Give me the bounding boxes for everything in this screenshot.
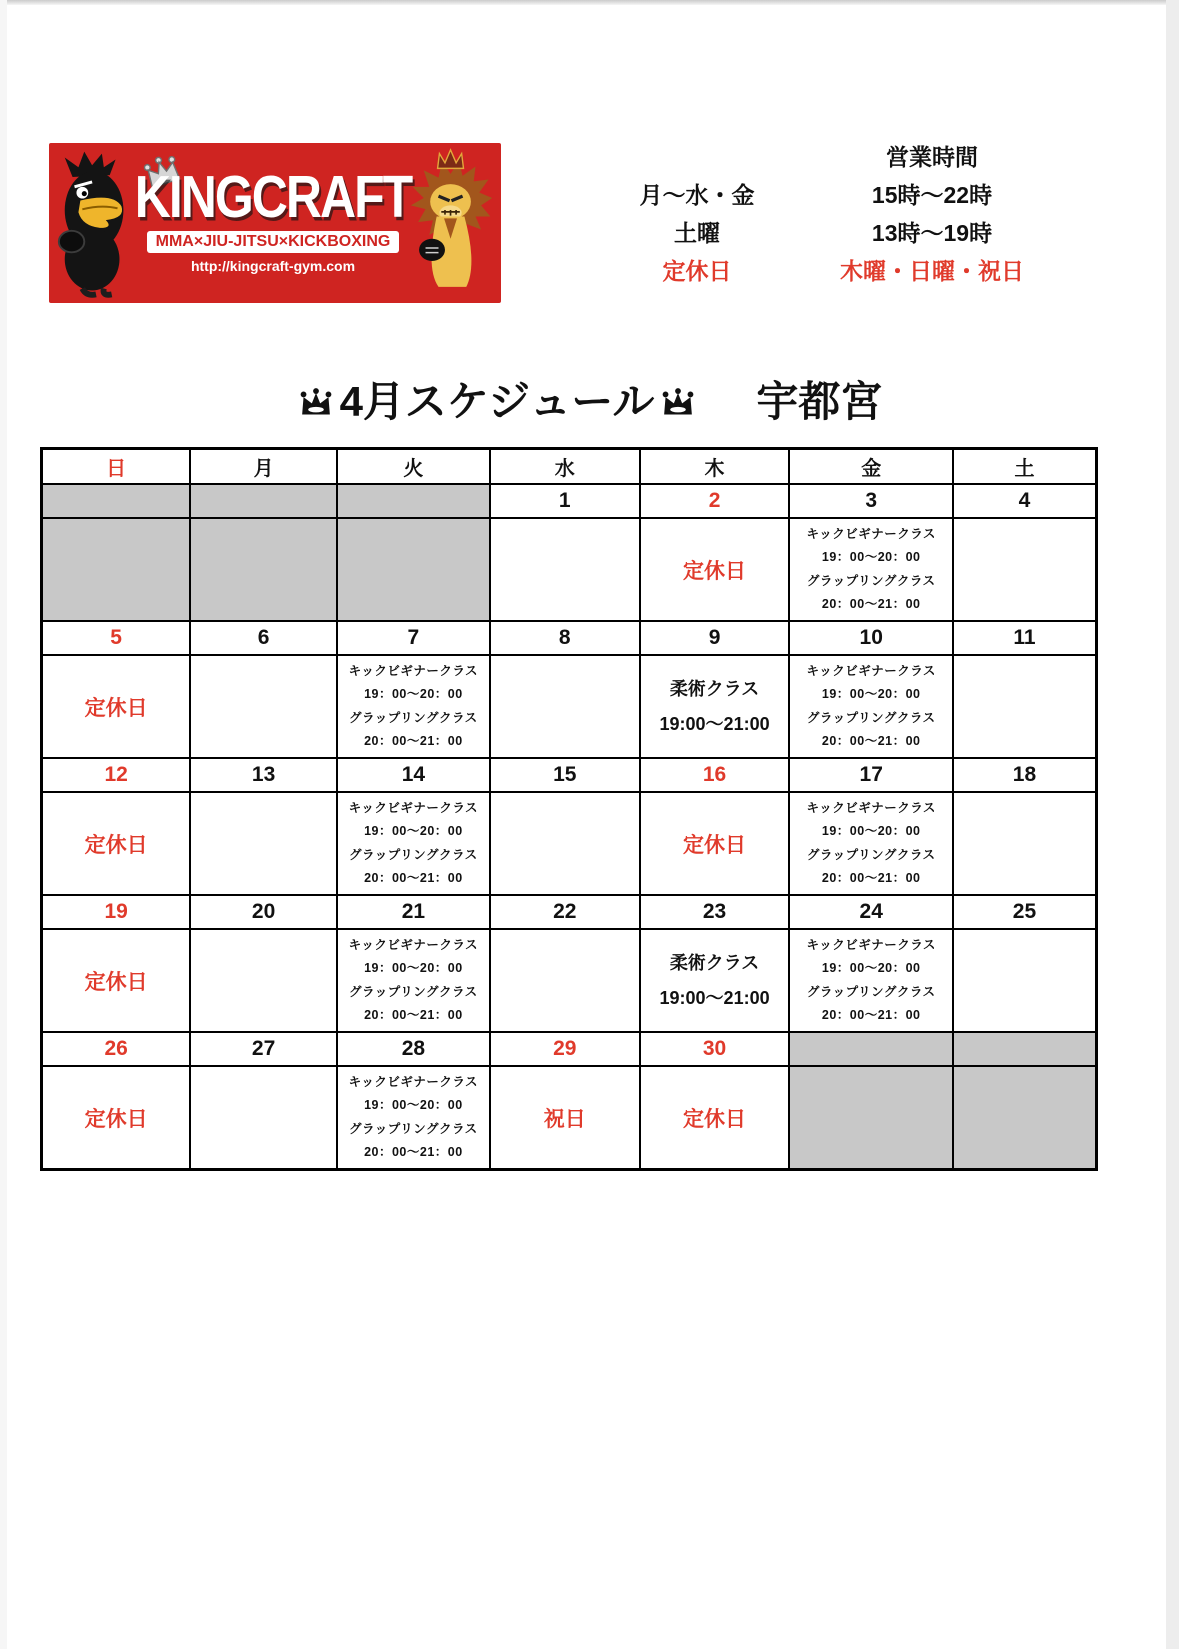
schedule-cell-closed bbox=[640, 518, 790, 621]
class-line: 20：00～21：00 bbox=[821, 870, 921, 885]
date-row-week2 bbox=[42, 621, 1097, 655]
class-line: キックビギナークラス bbox=[806, 801, 936, 816]
logo-url: http://kingcraft-gym.com bbox=[190, 258, 356, 274]
date-cell-3: 3 bbox=[789, 484, 953, 518]
schedule-cell-kick bbox=[337, 929, 490, 1032]
hours-time: 15時～22時 bbox=[871, 181, 993, 208]
schedule-cell-jujutsu bbox=[640, 655, 790, 758]
schedule-cell-empty bbox=[190, 792, 337, 895]
crown-icon bbox=[298, 387, 334, 417]
class-line: グラップリングクラス bbox=[806, 984, 936, 999]
date-cell-18: 18 bbox=[953, 758, 1097, 792]
schedule-cell-gray bbox=[190, 518, 337, 621]
day-header-土: 土 bbox=[953, 449, 1097, 485]
class-line: 柔術クラス bbox=[669, 953, 760, 974]
schedule-cell-empty bbox=[490, 792, 640, 895]
content-row-week3 bbox=[42, 792, 1097, 895]
date-cell-blank bbox=[337, 484, 490, 518]
hours-days: 土曜 bbox=[674, 219, 720, 246]
date-cell-2: 2 bbox=[640, 484, 790, 518]
schedule-cell-kick bbox=[789, 929, 953, 1032]
class-line: 19:00～21:00 bbox=[659, 713, 770, 734]
closed-days-value: 木曜・日曜・祝日 bbox=[840, 257, 1024, 284]
date-cell-29: 29 bbox=[490, 1032, 640, 1066]
date-cell-blank bbox=[953, 1032, 1097, 1066]
date-cell-1: 1 bbox=[490, 484, 640, 518]
day-header-日: 日 bbox=[42, 449, 191, 485]
closed-label: 定休日 bbox=[683, 833, 747, 857]
date-cell-16: 16 bbox=[640, 758, 790, 792]
day-header-水: 水 bbox=[490, 449, 640, 485]
date-row-week4 bbox=[42, 895, 1097, 929]
viewer-edge-left bbox=[0, 0, 7, 1649]
class-line: 20：00～21：00 bbox=[821, 733, 921, 748]
date-cell-22: 22 bbox=[490, 895, 640, 929]
date-cell-13: 13 bbox=[190, 758, 337, 792]
date-cell-24: 24 bbox=[789, 895, 953, 929]
brand-name: KINGCRAFT bbox=[134, 163, 412, 231]
class-line: グラップリングクラス bbox=[806, 573, 936, 588]
class-line: 20：00～21：00 bbox=[364, 733, 463, 748]
schedule-cell-gray bbox=[337, 518, 490, 621]
closed-label: 定休日 bbox=[84, 833, 148, 857]
day-header-金: 金 bbox=[789, 449, 953, 485]
class-line: キックビギナークラス bbox=[806, 664, 936, 679]
closed-label: 定休日 bbox=[683, 1107, 747, 1131]
schedule-cell-gray bbox=[953, 1066, 1097, 1170]
date-cell-blank bbox=[42, 484, 191, 518]
day-header-火: 火 bbox=[337, 449, 490, 485]
schedule-cell-empty bbox=[490, 929, 640, 1032]
class-line: キックビギナークラス bbox=[348, 801, 479, 816]
schedule-cell-empty bbox=[953, 518, 1097, 621]
schedule-cell-empty bbox=[190, 655, 337, 758]
date-cell-19: 19 bbox=[42, 895, 191, 929]
logo-subtitle: MMA×JIU-JITSU×KICKBOXING bbox=[147, 231, 400, 253]
hours-title: 営業時間 bbox=[886, 143, 978, 170]
closed-days-label: 定休日 bbox=[662, 257, 732, 284]
content-row-week2 bbox=[42, 655, 1097, 758]
content-row-week1 bbox=[42, 518, 1097, 621]
date-cell-11: 11 bbox=[953, 621, 1097, 655]
class-line: 19：00～20：00 bbox=[821, 687, 921, 702]
date-row-week5 bbox=[42, 1032, 1097, 1066]
class-line: 20：00～21：00 bbox=[364, 1144, 463, 1159]
schedule-cell-empty bbox=[190, 1066, 337, 1170]
class-line: 19：00～20：00 bbox=[821, 824, 921, 839]
date-cell-5: 5 bbox=[42, 621, 191, 655]
lion-mascot-icon bbox=[405, 148, 497, 298]
class-line: 20：00～21：00 bbox=[821, 1007, 921, 1022]
schedule-cell-closed bbox=[640, 1066, 790, 1170]
date-cell-27: 27 bbox=[190, 1032, 337, 1066]
closed-label: 定休日 bbox=[84, 696, 148, 720]
class-line: 19：00～20：00 bbox=[821, 961, 921, 976]
business-hours bbox=[612, 136, 1082, 288]
schedule-cell-gray bbox=[42, 518, 191, 621]
date-cell-12: 12 bbox=[42, 758, 191, 792]
date-cell-blank bbox=[190, 484, 337, 518]
closed-label: 定休日 bbox=[84, 1107, 148, 1131]
class-line: キックビギナークラス bbox=[348, 664, 479, 679]
date-row-week1 bbox=[42, 484, 1097, 518]
schedule-cell-kick bbox=[789, 655, 953, 758]
date-cell-26: 26 bbox=[42, 1032, 191, 1066]
crown-icon bbox=[660, 387, 696, 417]
date-cell-4: 4 bbox=[953, 484, 1097, 518]
class-line: 19：00～20：00 bbox=[364, 1098, 463, 1113]
class-line: グラップリングクラス bbox=[349, 984, 478, 999]
class-line: グラップリングクラス bbox=[806, 710, 936, 725]
date-row-week3 bbox=[42, 758, 1097, 792]
date-cell-15: 15 bbox=[490, 758, 640, 792]
schedule-cell-empty bbox=[190, 929, 337, 1032]
date-cell-6: 6 bbox=[190, 621, 337, 655]
class-line: グラップリングクラス bbox=[349, 847, 478, 862]
class-line: キックビギナークラス bbox=[806, 938, 936, 953]
schedule-cell-empty bbox=[953, 792, 1097, 895]
schedule-cell-closed bbox=[42, 655, 191, 758]
closed-label: 定休日 bbox=[84, 970, 148, 994]
holiday-label: 祝日 bbox=[543, 1107, 586, 1131]
schedule-cell-kick bbox=[789, 518, 953, 621]
hours-row bbox=[612, 250, 1082, 288]
crow-mascot-icon bbox=[53, 148, 141, 298]
class-line: 19：00～20：00 bbox=[364, 824, 463, 839]
schedule-cell-jujutsu bbox=[640, 929, 790, 1032]
hours-row bbox=[612, 212, 1082, 250]
date-cell-21: 21 bbox=[337, 895, 490, 929]
viewer-edge-top bbox=[0, 0, 1179, 5]
schedule-cell-empty bbox=[953, 655, 1097, 758]
class-line: グラップリングクラス bbox=[349, 1121, 478, 1136]
schedule-cell-closed bbox=[42, 792, 191, 895]
class-line: 19：00～20：00 bbox=[364, 687, 463, 702]
date-cell-10: 10 bbox=[789, 621, 953, 655]
day-header-木: 木 bbox=[640, 449, 790, 485]
schedule-cell-holiday bbox=[490, 1066, 640, 1170]
schedule-cell-empty bbox=[490, 518, 640, 621]
class-line: グラップリングクラス bbox=[806, 847, 936, 862]
date-cell-9: 9 bbox=[640, 621, 790, 655]
schedule-cell-closed bbox=[42, 929, 191, 1032]
date-cell-8: 8 bbox=[490, 621, 640, 655]
class-line: 20：00～21：00 bbox=[364, 870, 463, 885]
schedule-cell-kick bbox=[337, 792, 490, 895]
calendar bbox=[40, 447, 1098, 1171]
date-cell-7: 7 bbox=[337, 621, 490, 655]
date-cell-blank bbox=[789, 1032, 953, 1066]
class-line: キックビギナークラス bbox=[348, 938, 479, 953]
date-cell-25: 25 bbox=[953, 895, 1097, 929]
class-line: 19：00～20：00 bbox=[821, 550, 921, 565]
date-cell-23: 23 bbox=[640, 895, 790, 929]
schedule-cell-kick bbox=[789, 792, 953, 895]
date-cell-30: 30 bbox=[640, 1032, 790, 1066]
schedule-cell-kick bbox=[337, 1066, 490, 1170]
date-cell-14: 14 bbox=[337, 758, 490, 792]
class-line: キックビギナークラス bbox=[348, 1075, 479, 1090]
class-line: キックビギナークラス bbox=[806, 527, 936, 542]
class-line: 19:00～21:00 bbox=[659, 987, 770, 1008]
class-line: 20：00～21：00 bbox=[821, 596, 921, 611]
hours-title-row bbox=[612, 136, 1082, 174]
page-title bbox=[20, 378, 1160, 425]
closed-label: 定休日 bbox=[683, 559, 747, 583]
class-line: 柔術クラス bbox=[669, 679, 760, 700]
schedule-cell-kick bbox=[337, 655, 490, 758]
logo-text-block bbox=[134, 163, 412, 274]
day-header-月: 月 bbox=[190, 449, 337, 485]
content-row-week4 bbox=[42, 929, 1097, 1032]
date-cell-17: 17 bbox=[789, 758, 953, 792]
schedule-cell-closed bbox=[42, 1066, 191, 1170]
schedule-title: 4月スケジュール bbox=[339, 378, 655, 425]
class-line: 20：00～21：00 bbox=[364, 1007, 463, 1022]
hours-row bbox=[612, 174, 1082, 212]
hours-days: 月～水・金 bbox=[639, 181, 755, 208]
hours-time: 13時～19時 bbox=[871, 219, 993, 246]
schedule-cell-empty bbox=[953, 929, 1097, 1032]
logo-banner bbox=[49, 143, 501, 303]
schedule-cell-gray bbox=[789, 1066, 953, 1170]
date-cell-20: 20 bbox=[190, 895, 337, 929]
schedule-cell-empty bbox=[490, 655, 640, 758]
class-line: グラップリングクラス bbox=[349, 710, 478, 725]
class-line: 19：00～20：00 bbox=[364, 961, 463, 976]
day-header-row bbox=[42, 449, 1097, 485]
schedule-cell-closed bbox=[640, 792, 790, 895]
content-row-week5 bbox=[42, 1066, 1097, 1170]
date-cell-28: 28 bbox=[337, 1032, 490, 1066]
viewer-edge-right bbox=[1166, 0, 1179, 1649]
location-title: 宇都宮 bbox=[756, 378, 883, 425]
calendar-table bbox=[40, 447, 1098, 1171]
